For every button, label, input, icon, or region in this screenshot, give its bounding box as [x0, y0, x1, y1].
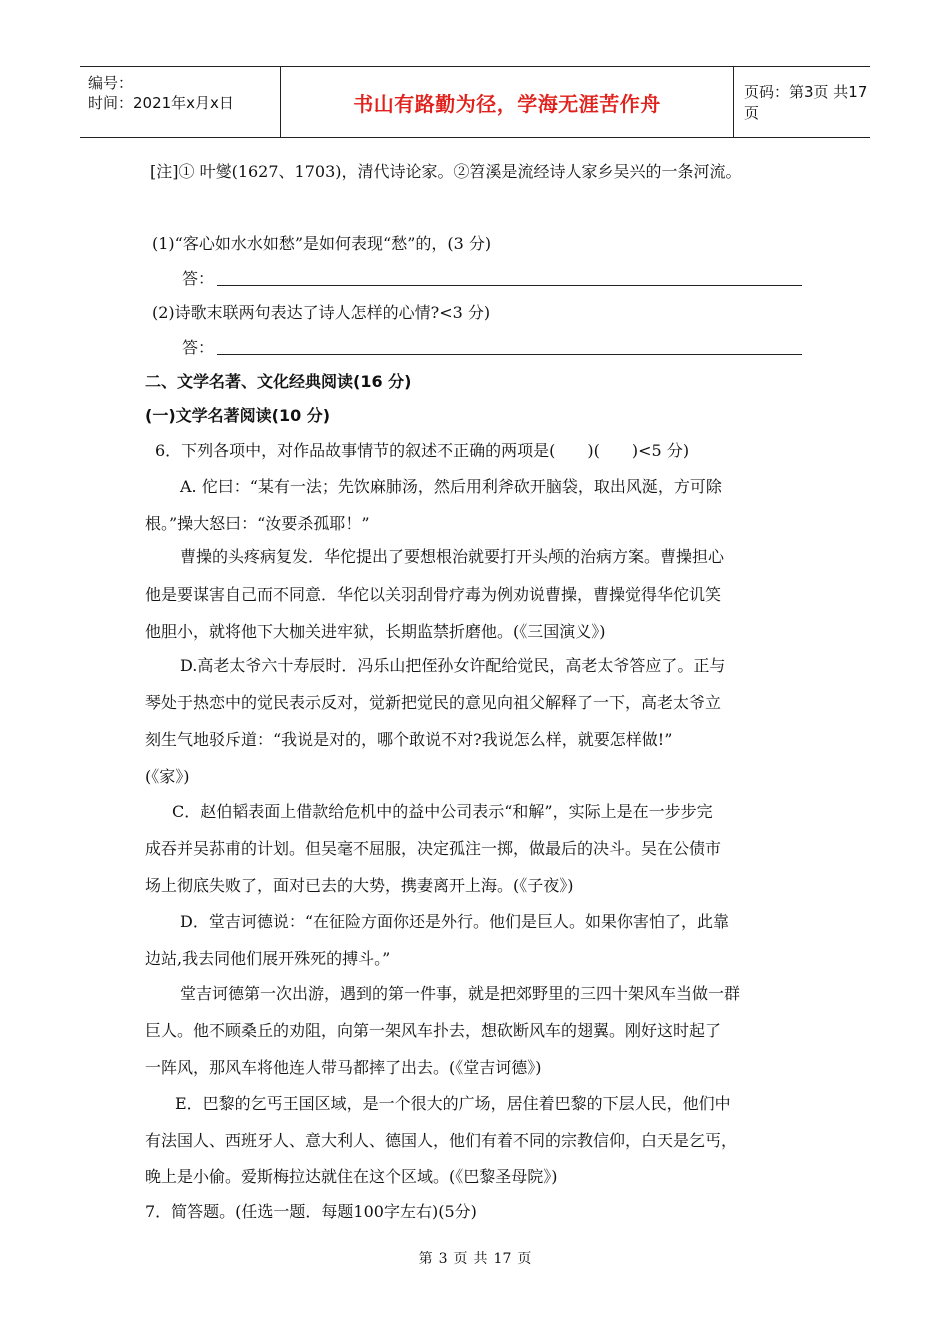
header-motto-cell — [281, 67, 734, 137]
section-2-title: 二、文学名著、文化经典阅读(16 分) — [145, 372, 412, 391]
question-1: (1)“客心如水水如愁”是如何表现“愁”的，(3 分) — [152, 234, 492, 253]
answer-label-1: 答： — [182, 269, 215, 288]
q6-line: 堂吉诃德第一次出游，遇到的第一件事，就是把郊野里的三四十架风车当做一群 — [180, 984, 741, 1003]
q6-line: 晚上是小偷。爱斯梅拉达就住在这个区域。(《巴黎圣母院》) — [145, 1167, 558, 1186]
header-page-info — [734, 67, 870, 137]
question-2: (2)诗歌末联两句表达了诗人怎样的心情?<3 分) — [152, 303, 491, 322]
q6-line: E．巴黎的乞丐王国区域，是一个很大的广场，居住着巴黎的下层人民，他们中 — [175, 1094, 731, 1113]
footer-page-number: 3 — [438, 1251, 448, 1267]
poem-note: [注]① 叶燮(1627、1703)，清代诗论家。②笤溪是流经诗人家乡吴兴的一条河流。 — [150, 162, 742, 181]
q6-line: C．赵伯韬表面上借款给危机中的益中公司表示“和解”，实际上是在一步步完 — [172, 802, 713, 821]
doc-number-label: 编号： — [88, 74, 134, 92]
motto-text: 书山有路勤为径，学海无涯苦作舟 — [353, 91, 661, 116]
q6-line: A. 佗曰：“某有一法；先饮麻肺汤，然后用利斧砍开脑袋，取出风涎，方可除 — [180, 477, 722, 496]
page-info-text: 页码：第3页 共17页 — [744, 83, 868, 122]
q6-line: 有法国人、西班牙人、意大利人、德国人，他们有着不同的宗教信仰，白天是乞丐， — [145, 1131, 738, 1150]
page-footer — [0, 1248, 950, 1268]
footer-text: 第 — [418, 1251, 433, 1267]
q6-line: 场上彻底失败了，面对已去的大势，携妻离开上海。(《子夜》) — [145, 876, 574, 895]
q6-line: D．堂吉诃德说：“在征险方面你还是外行。他们是巨人。如果你害怕了，此靠 — [180, 912, 730, 931]
q6-line: 边站,我去同他们展开殊死的搏斗。” — [145, 949, 391, 968]
answer-line-1 — [217, 285, 802, 286]
q6-line: D.高老太爷六十寿辰时．冯乐山把侄孙女许配给觉民，高老太爷答应了。正与 — [180, 656, 726, 675]
footer-text: 页 — [517, 1251, 532, 1267]
q6-line: 曹操的头疼病复发．华佗提出了要想根治就要打开头颅的治病方案。曹操担心 — [180, 547, 725, 566]
q6-line: 根。”操大怒曰：“汝要杀孤耶！” — [145, 514, 370, 533]
q6-line: 琴处于热恋中的觉民表示反对，觉新把觉民的意见向祖父解释了一下，高老太爷立 — [145, 693, 722, 712]
q6-line: 他胆小，就将他下大枷关进牢狱，长期监禁折磨他。(《三国演义》) — [145, 622, 606, 641]
q6-line: 一阵风，那风车将他连人带马都摔了出去。(《堂吉诃德》) — [145, 1058, 542, 1077]
footer-total-pages: 17 — [493, 1251, 512, 1267]
q6-line: 他是要谋害自己而不同意．华佗以关羽刮骨疗毒为例劝说曹操，曹操觉得华佗讥笑 — [145, 585, 722, 604]
answer-line-2 — [217, 354, 802, 355]
q6-line: 成吞并吴荪甫的计划。但吴毫不屈服，决定孤注一掷，做最后的决斗。吴在公债市 — [145, 839, 722, 858]
q6-line: 巨人。他不顾桑丘的劝阻，向第一架风车扑去，想砍断风车的翅翼。刚好这时起了 — [145, 1021, 722, 1040]
answer-label-2: 答： — [182, 338, 215, 357]
q6-line: 刻生气地驳斥道：“我说是对的，哪个敢说不对?我说怎么样，就要怎样做!” — [145, 730, 673, 749]
q6-line: (《家》) — [145, 767, 190, 786]
header-meta — [80, 67, 281, 137]
footer-text: 页 — [453, 1251, 468, 1267]
subsection-1-title: (一)文学名著阅读(10 分) — [145, 406, 331, 425]
q7-stem: 7．简答题。(任选一题．每题100字左右)(5分) — [145, 1202, 477, 1221]
q6-stem: 6．下列各项中，对作品故事情节的叙述不正确的两项是( )( )<5 分) — [155, 441, 690, 460]
doc-date: 时间：2021年x月x日 — [88, 94, 234, 112]
footer-text: 共 — [473, 1251, 488, 1267]
page-header — [80, 66, 870, 138]
